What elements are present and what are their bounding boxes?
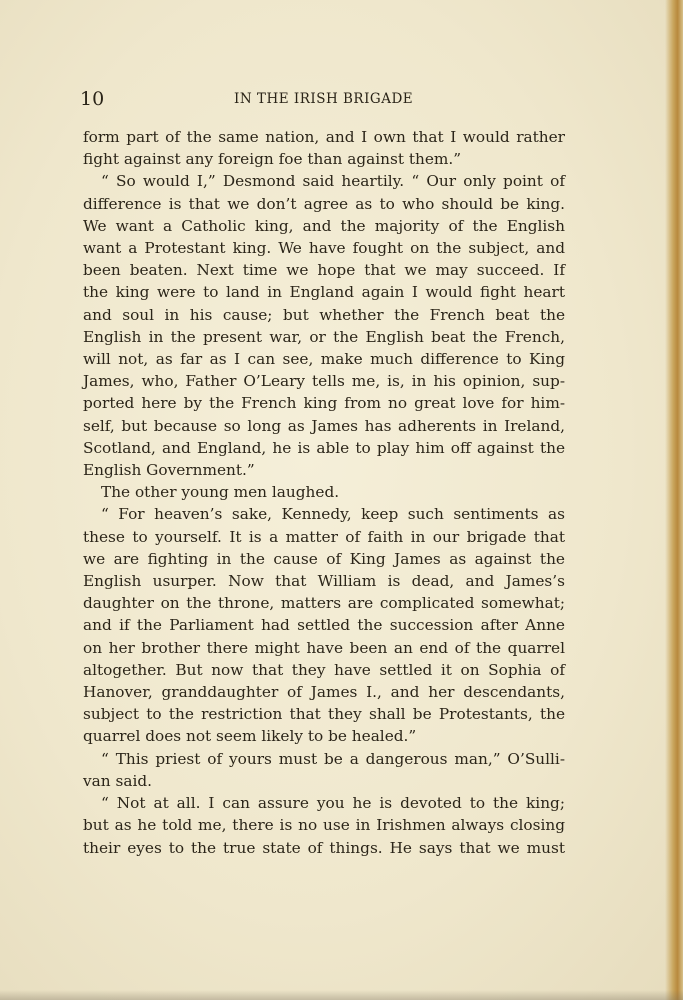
text-line: difference is that we don’t agree as to who should be king. [83,194,565,213]
page-edge [665,0,683,1000]
text-line: James, who, Father O’Leary tells me, is, in his opinion, sup- [83,372,565,391]
text-line: on her brother there might have been an end of the quarrel [83,638,565,657]
text-line: been beaten. Next time we hope that we may succeed. If [83,261,565,280]
text-line: subject to the restriction that they shall be Protestants, the [83,705,565,724]
text-line: but as he told me, there is no use in Irishmen always closing [83,816,565,835]
text-line: and if the Parliament had settled the succession after Anne [83,616,565,635]
text-line: Hanover, granddaughter of James I., and her descendants, [83,683,565,702]
text-line: “ So would I,” Desmond said heartily. “ Our only point of [101,172,565,191]
text-line: quarrel does not seem likely to be healed.” [83,727,417,746]
text-line: “ This priest of yours must be a dangerous man,” O’Sulli- [101,749,565,768]
text-line: van said. [83,771,152,790]
text-line: We want a Catholic king, and the majority of the English [83,216,565,235]
text-line: these to yourself. It is a matter of faith in our brigade that [83,527,565,546]
text-line: English in the present war, or the English beat the French, [83,327,565,346]
body-text [83,126,565,859]
text-line: fight against any foreign foe than against them.” [83,150,462,169]
text-line: English Government.” [83,461,255,480]
text-line: “ For heaven’s sake, Kennedy, keep such sentiments as [101,505,565,524]
text-line: ported here by the French king from no great love for him- [83,394,565,413]
text-line: and soul in his cause; but whether the French beat the [83,305,565,324]
text-line: daughter on the throne, matters are complicated somewhat; [83,594,565,613]
text-line: want a Protestant king. We have fought on the subject, and [83,239,565,258]
text-line: the king were to land in England again I would fight heart [83,283,565,302]
text-line: form part of the same nation, and I own that I would rather [83,128,565,146]
text-line: Scotland, and England, he is able to play him off against the [83,438,565,457]
page-header [80,88,570,112]
text-line: “ Not at all. I can assure you he is devoted to the king; [101,794,565,813]
page-number: 10 [80,88,105,110]
running-head: IN THE IRISH BRIGADE [234,91,414,107]
text-line: The other young men laughed. [101,483,340,502]
text-line: English usurper. Now that William is dead, and James’s [83,572,565,591]
text-line: altogether. But now that they have settled it on Sophia of [83,660,565,679]
text-line: their eyes to the true state of things. He says that we must [83,838,565,857]
text-line: we are fighting in the cause of King James as against the [83,549,565,568]
text-line: will not, as far as I can see, make much difference to King [83,350,565,369]
page-bottom-shadow [0,990,683,1000]
text-line: self, but because so long as James has adherents in Ireland, [83,416,565,435]
